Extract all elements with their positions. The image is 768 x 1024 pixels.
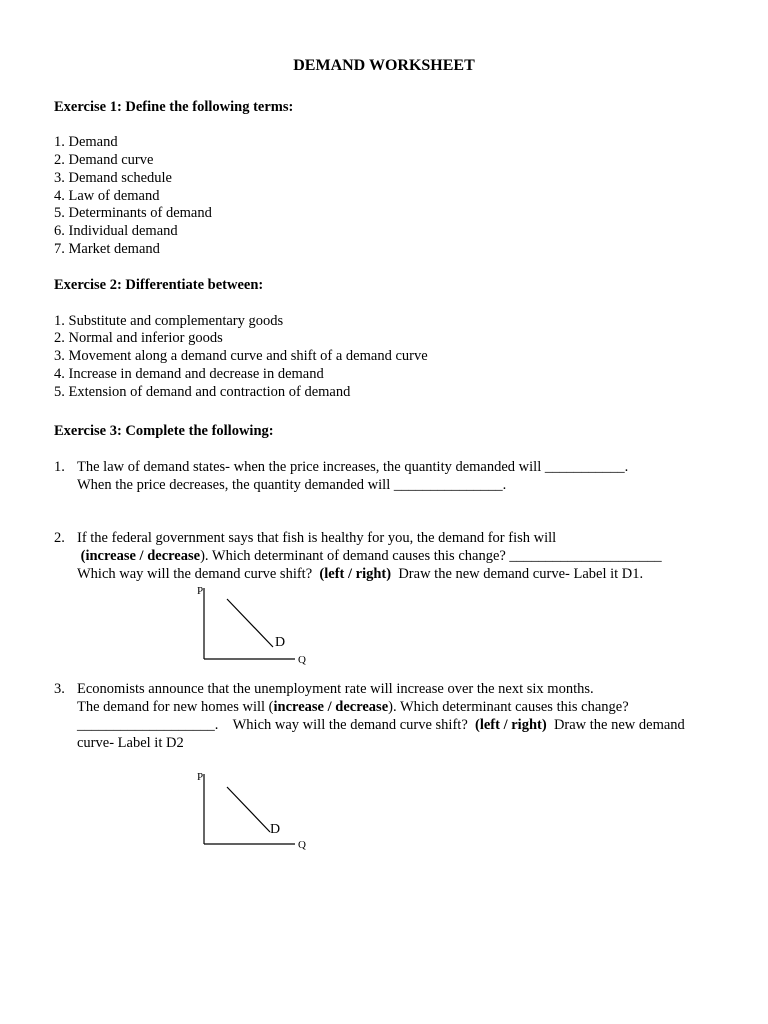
question-number: 2. <box>54 530 65 546</box>
demand-graph-1 <box>190 582 320 668</box>
exercise2-item: 4. Increase in demand and decrease in demand <box>54 366 324 382</box>
question2-line1: If the federal government says that fish is healthy for you, the demand for fish will <box>77 530 557 546</box>
curve-label: D <box>275 635 286 650</box>
question3-line2-text: The demand for new homes will ( <box>77 699 274 715</box>
worksheet-title: DEMAND WORKSHEET <box>293 57 475 74</box>
x-axis-label: Q <box>298 839 306 851</box>
question3-line3-text: Draw the new demand <box>546 717 685 733</box>
question2-line3 <box>77 565 643 583</box>
question3-line3 <box>77 716 685 734</box>
exercise1-item: 5. Determinants of demand <box>54 205 212 221</box>
exercise2-item: 2. Normal and inferior goods <box>54 330 223 346</box>
question2-line3-text: Which way will the demand curve shift? <box>77 566 320 582</box>
y-axis-label: P <box>197 771 204 783</box>
exercise1-item: 1. Demand <box>54 134 118 150</box>
demand-curve <box>227 787 270 832</box>
question-number: 1. <box>54 459 65 475</box>
exercise1-heading: Exercise 1: Define the following terms: <box>54 99 294 115</box>
question2-line3-text: Draw the new demand curve- Label it D1. <box>391 566 644 582</box>
question3-line2-text: ). Which determinant causes this change? <box>388 699 629 715</box>
choice-increase-decrease: (increase / decrease <box>80 548 201 564</box>
question1-line1: The law of demand states- when the price increases, the quantity demanded will ___________. <box>77 459 629 475</box>
question1-line2: When the price decreases, the quantity demanded will _______________. <box>77 477 507 493</box>
question3-line3-text: ___________________. Which way will the demand curve shift? <box>77 717 476 733</box>
curve-label: D <box>270 822 281 837</box>
exercise1-item: 7. Market demand <box>54 241 160 257</box>
exercise1-item: 3. Demand schedule <box>54 170 172 186</box>
question-number: 3. <box>54 681 65 697</box>
question3-line2 <box>77 698 629 716</box>
choice-left-right: (left / right) <box>319 566 392 582</box>
exercise1-item: 2. Demand curve <box>54 152 154 168</box>
demand-graph-2 <box>190 768 320 854</box>
exercise2-item: 5. Extension of demand and contraction of demand <box>54 384 351 400</box>
x-axis-label: Q <box>298 654 306 666</box>
question3-line4: curve- Label it D2 <box>77 735 184 751</box>
question2-line2-text: ). Which determinant of demand causes this change? _____________________ <box>200 548 662 564</box>
choice-increase-decrease: increase / decrease <box>273 699 389 715</box>
choice-left-right: (left / right) <box>475 717 547 733</box>
exercise2-heading: Exercise 2: Differentiate between: <box>54 277 264 293</box>
exercise2-item: 3. Movement along a demand curve and shift of a demand curve <box>54 348 428 364</box>
exercise2-item: 1. Substitute and complementary goods <box>54 313 284 329</box>
exercise3-heading: Exercise 3: Complete the following: <box>54 423 274 439</box>
exercise1-item: 6. Individual demand <box>54 223 178 239</box>
demand-curve <box>227 599 273 647</box>
exercise1-item: 4. Law of demand <box>54 188 160 204</box>
y-axis-label: P <box>197 585 204 597</box>
question2-line2 <box>77 547 662 565</box>
question3-line1: Economists announce that the unemployment rate will increase over the next six months. <box>77 681 594 697</box>
